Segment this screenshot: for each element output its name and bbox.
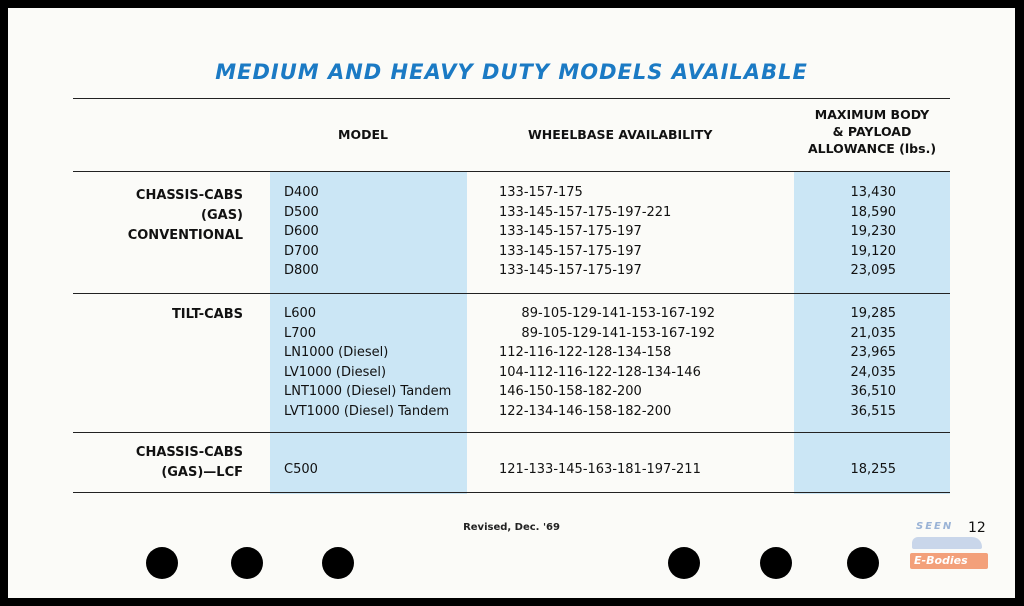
model-column — [284, 460, 318, 480]
model-cell: L700 — [284, 325, 317, 341]
group-label-line: CHASSIS-CABS — [135, 188, 243, 203]
wheelbase-cell: 133-145-157-175-197 — [499, 263, 642, 279]
header-allowance-line: ALLOWANCE (lbs.) — [807, 141, 937, 156]
binder-hole — [668, 547, 700, 579]
allowance-column — [808, 304, 896, 422]
group-label-line: (GAS) — [201, 208, 243, 223]
header-allowance-line: MAXIMUM BODY — [814, 107, 930, 122]
allowance-cell: 36,510 — [850, 384, 896, 400]
header-model: MODEL — [338, 127, 388, 142]
allowance-column — [808, 183, 896, 281]
watermark-logo — [910, 521, 988, 569]
model-cell: D800 — [284, 263, 319, 279]
wheelbase-cell: 133-145-157-175-197-221 — [499, 204, 672, 220]
allowance-cell: 19,230 — [850, 224, 896, 240]
model-cell: D500 — [284, 204, 319, 220]
model-cell: C500 — [284, 462, 318, 477]
header-wheelbase: WHEELBASE AVAILABILITY — [528, 127, 713, 142]
watermark-e-bodies-text: E-Bodies — [914, 554, 968, 567]
model-column — [284, 304, 451, 422]
document-page — [8, 8, 1015, 598]
group-label-line: CHASSIS-CABS — [135, 445, 243, 460]
binder-hole — [146, 547, 178, 579]
allowance-cell: 24,035 — [850, 364, 896, 380]
binder-hole — [847, 547, 879, 579]
allowance-cell: 19,120 — [850, 243, 896, 259]
bottom-rule — [73, 492, 950, 493]
wheelbase-cell: 89-105-129-141-153-167-192 — [521, 325, 715, 341]
wheelbase-cell: 121-133-145-163-181-197-211 — [499, 462, 701, 477]
section-rule — [73, 432, 950, 433]
model-column — [284, 183, 319, 281]
model-cell: L600 — [284, 306, 317, 321]
model-cell: D700 — [284, 243, 319, 259]
model-cell: LN1000 (Diesel) — [284, 345, 389, 361]
wheelbase-cell: 89-105-129-141-153-167-192 — [521, 306, 715, 321]
wheelbase-cell: 133-145-157-175-197 — [499, 224, 642, 240]
group-label-tilt-cabs — [172, 305, 243, 325]
wheelbase-cell: 133-157-175 — [499, 185, 583, 200]
header-allowance — [794, 106, 950, 157]
model-cell: D400 — [284, 185, 319, 200]
wheelbase-cell: 104-112-116-122-128-134-146 — [499, 364, 701, 380]
group-label-line: (GAS)—LCF — [161, 465, 243, 480]
allowance-cell: 13,430 — [850, 185, 896, 200]
group-label-line: TILT-CABS — [171, 307, 243, 322]
wheelbase-column — [499, 304, 715, 422]
allowance-cell: 36,515 — [850, 403, 896, 419]
allowance-cell: 19,285 — [850, 306, 896, 321]
allowance-cell: 23,095 — [850, 263, 896, 279]
wheelbase-cell: 122-134-146-158-182-200 — [499, 403, 672, 419]
allowance-column — [808, 460, 896, 480]
group-label-chassis-cabs-conventional — [128, 186, 243, 246]
wheelbase-cell: 133-145-157-175-197 — [499, 243, 642, 259]
model-cell: LV1000 (Diesel) — [284, 364, 387, 380]
wheelbase-cell: 112-116-122-128-134-158 — [499, 345, 672, 361]
page-number: 12 — [968, 520, 986, 536]
binder-hole — [231, 547, 263, 579]
allowance-cell: 21,035 — [850, 325, 896, 341]
top-rule — [73, 98, 950, 99]
wheelbase-cell: 146-150-158-182-200 — [499, 384, 642, 400]
wheelbase-column — [499, 183, 671, 281]
binder-hole — [322, 547, 354, 579]
header-allowance-line: & PAYLOAD — [832, 124, 912, 139]
revision-note: Revised, Dec. '69 — [463, 522, 560, 533]
allowance-cell: 23,965 — [850, 345, 896, 361]
page-title: MEDIUM AND HEAVY DUTY MODELS AVAILABLE — [215, 60, 808, 84]
allowance-cell: 18,590 — [850, 204, 896, 220]
wheelbase-column — [499, 460, 701, 480]
group-label-line: CONVENTIONAL — [127, 228, 243, 243]
watermark-seen-text: SEEN — [916, 521, 954, 532]
section-rule — [73, 293, 950, 294]
car-icon — [912, 537, 982, 549]
model-cell: D600 — [284, 224, 319, 240]
allowance-cell: 18,255 — [850, 462, 896, 477]
group-label-chassis-cabs-lcf — [136, 443, 243, 483]
header-rule — [73, 171, 950, 172]
model-cell: LNT1000 (Diesel) Tandem — [284, 384, 452, 400]
model-cell: LVT1000 (Diesel) Tandem — [284, 403, 450, 419]
binder-hole — [760, 547, 792, 579]
